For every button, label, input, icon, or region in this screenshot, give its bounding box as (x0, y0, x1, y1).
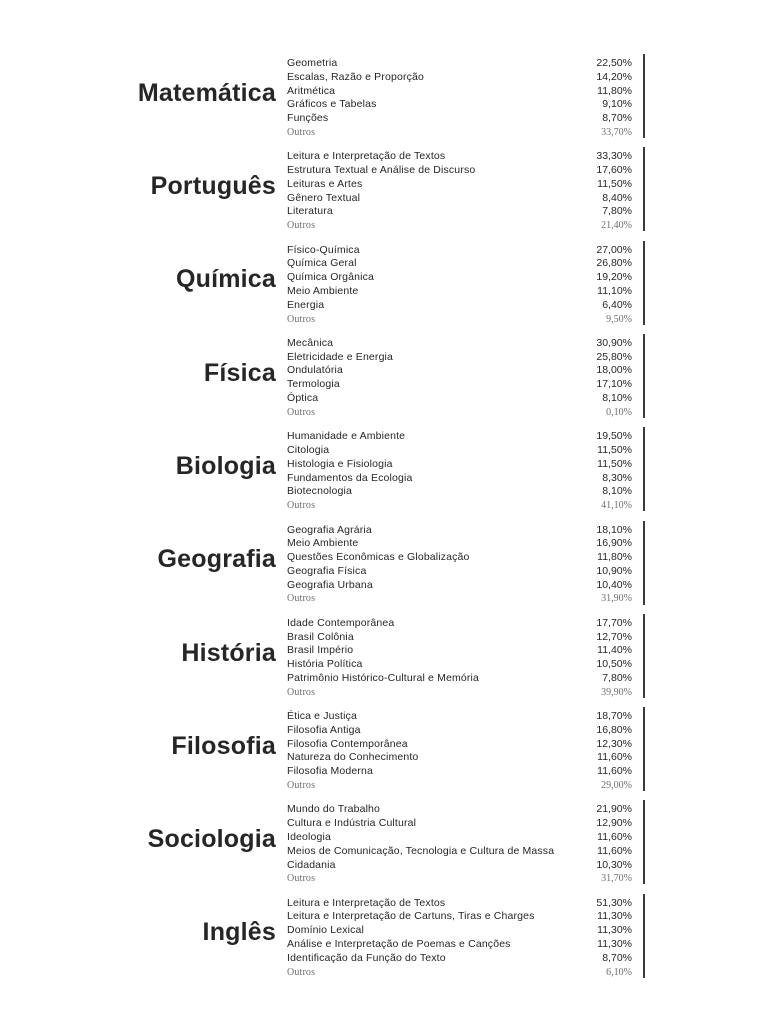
topic-percent: 8,30% (602, 471, 632, 484)
topic-row (287, 406, 632, 420)
subject-title: História (181, 638, 276, 667)
topic-list (287, 710, 632, 793)
topic-row (287, 924, 632, 938)
topic-row (287, 565, 632, 579)
topic-percent: 9,50% (606, 313, 632, 325)
topic-label: Humanidade e Ambiente (287, 430, 406, 443)
topic-percent: 11,50% (597, 443, 632, 456)
topic-row (287, 85, 632, 99)
topic-percent: 19,50% (596, 430, 632, 443)
topic-label: Óptica (287, 392, 319, 405)
topic-percent: 11,80% (597, 84, 632, 97)
right-divider (643, 241, 645, 325)
topic-percent: 31,90% (601, 593, 632, 605)
topic-percent: 33,70% (601, 126, 632, 138)
topic-row (287, 631, 632, 645)
topic-label: Meio Ambiente (287, 284, 359, 297)
topic-percent: 11,60% (597, 830, 632, 843)
topic-label: Histologia e Fisiologia (287, 457, 393, 470)
topic-percent: 17,70% (596, 616, 632, 629)
topic-percent: 9,10% (602, 98, 632, 111)
topic-label: Funções (287, 112, 329, 125)
topic-list (287, 244, 632, 327)
topic-label: Domínio Lexical (287, 924, 364, 937)
subject-block (0, 897, 768, 987)
topic-list (287, 524, 632, 607)
topic-percent: 11,50% (597, 177, 632, 190)
topic-label: Gráficos e Tabelas (287, 98, 377, 111)
topic-row (287, 938, 632, 952)
topic-row (287, 499, 632, 513)
topic-label: Outros (287, 873, 316, 885)
topic-label: Outros (287, 780, 316, 792)
topic-row (287, 765, 632, 779)
topic-list (287, 617, 632, 700)
topic-list (287, 57, 632, 140)
topic-label: Filosofia Moderna (287, 765, 374, 778)
topic-percent: 16,80% (596, 723, 632, 736)
topic-label: Patrimônio Histórico-Cultural e Memória (287, 671, 479, 684)
subject-block (0, 150, 768, 240)
topic-label: História Política (287, 658, 363, 671)
topic-list (287, 337, 632, 420)
topic-percent: 21,40% (601, 220, 632, 232)
topic-label: Gênero Textual (287, 191, 361, 204)
right-divider (643, 521, 645, 605)
topic-row (287, 710, 632, 724)
topic-row (287, 192, 632, 206)
topic-row (287, 617, 632, 631)
topic-row (287, 897, 632, 911)
topic-row (287, 724, 632, 738)
right-divider (643, 147, 645, 231)
topic-list (287, 897, 632, 980)
topic-row (287, 751, 632, 765)
topic-percent: 39,90% (601, 686, 632, 698)
topic-label: Termologia (287, 378, 340, 391)
topic-row (287, 910, 632, 924)
topic-row (287, 71, 632, 85)
right-divider (643, 427, 645, 511)
topic-row (287, 364, 632, 378)
topic-percent: 8,70% (602, 112, 632, 125)
subject-title: Filosofia (171, 731, 276, 760)
topic-percent: 33,30% (596, 150, 632, 163)
topic-label: Escalas, Razão e Proporção (287, 70, 424, 83)
topic-list (287, 803, 632, 886)
topic-percent: 18,70% (596, 710, 632, 723)
topic-percent: 11,60% (597, 844, 632, 857)
topic-label: Outros (287, 593, 316, 605)
topic-percent: 31,70% (601, 873, 632, 885)
topic-row (287, 524, 632, 538)
topic-percent: 18,10% (596, 523, 632, 536)
topic-percent: 17,10% (596, 378, 632, 391)
topic-row (287, 817, 632, 831)
topic-label: Filosofia Antiga (287, 723, 361, 736)
right-divider (643, 614, 645, 698)
topic-label: Físico-Química (287, 243, 360, 256)
topic-row (287, 378, 632, 392)
subject-title: Física (203, 358, 276, 387)
right-divider (643, 894, 645, 978)
subject-block (0, 524, 768, 614)
topic-row (287, 205, 632, 219)
topic-row (287, 244, 632, 258)
topic-percent: 11,30% (597, 938, 632, 951)
topic-label: Ideologia (287, 830, 331, 843)
topic-percent: 11,30% (597, 910, 632, 923)
topic-percent: 8,10% (602, 392, 632, 405)
topic-percent: 17,60% (596, 164, 632, 177)
topic-percent: 0,10% (606, 406, 632, 418)
topic-row (287, 150, 632, 164)
topic-label: Estrutura Textual e Análise de Discurso (287, 164, 476, 177)
topic-row (287, 803, 632, 817)
topic-row (287, 430, 632, 444)
topic-row (287, 351, 632, 365)
topic-row (287, 537, 632, 551)
subject-block (0, 430, 768, 520)
subject-block (0, 803, 768, 893)
topic-label: Geometria (287, 57, 338, 69)
topic-percent: 12,30% (596, 737, 632, 750)
subject-title: Inglês (202, 918, 276, 947)
topic-label: Eletricidade e Energia (287, 350, 394, 363)
topic-label: Literatura (287, 205, 333, 218)
topic-list (287, 150, 632, 233)
topic-row (287, 299, 632, 313)
topic-percent: 7,80% (602, 671, 632, 684)
right-divider (643, 707, 645, 791)
topic-label: Energia (287, 298, 325, 311)
topic-percent: 11,50% (597, 457, 632, 470)
topic-percent: 11,40% (597, 644, 632, 657)
topic-label: Cidadania (287, 858, 336, 871)
topic-percent: 51,30% (596, 896, 632, 909)
topic-row (287, 472, 632, 486)
topic-percent: 11,60% (597, 765, 632, 778)
topic-label: Leitura e Interpretação de Textos (287, 150, 446, 163)
topic-row (287, 672, 632, 686)
topic-row (287, 966, 632, 980)
topic-row (287, 126, 632, 140)
topic-percent: 10,30% (596, 858, 632, 871)
topic-percent: 18,00% (596, 364, 632, 377)
topic-label: Aritmética (287, 84, 336, 97)
right-divider (643, 54, 645, 138)
topic-label: Análise e Interpretação de Poemas e Canções (287, 938, 511, 951)
topic-row (287, 271, 632, 285)
topic-label: Geografia Física (287, 564, 367, 577)
topic-row (287, 285, 632, 299)
topic-percent: 10,50% (596, 658, 632, 671)
subject-block (0, 337, 768, 427)
topic-row (287, 686, 632, 700)
topic-list (287, 430, 632, 513)
topic-row (287, 644, 632, 658)
topic-percent: 14,20% (596, 70, 632, 83)
topic-label: Outros (287, 313, 316, 325)
topic-label: Mundo do Trabalho (287, 803, 381, 816)
topic-percent: 29,00% (601, 780, 632, 792)
topic-percent: 8,40% (602, 191, 632, 204)
topic-label: Mecânica (287, 336, 334, 349)
topic-row (287, 485, 632, 499)
topic-row (287, 57, 632, 71)
topic-percent: 11,60% (597, 751, 632, 764)
right-divider (643, 334, 645, 418)
topic-row (287, 738, 632, 752)
subject-title: Português (150, 172, 276, 201)
topic-percent: 11,10% (597, 284, 632, 297)
topic-label: Leitura e Interpretação de Cartuns, Tiras e Charges (287, 910, 535, 923)
subject-title: Sociologia (147, 825, 276, 854)
topic-percent: 12,90% (596, 817, 632, 830)
topic-row (287, 337, 632, 351)
topic-label: Meios de Comunicação, Tecnologia e Cultura de Massa (287, 844, 555, 857)
topic-percent: 27,00% (596, 243, 632, 256)
topic-row (287, 313, 632, 327)
topic-percent: 16,90% (596, 537, 632, 550)
topic-label: Identificação da Função do Texto (287, 951, 446, 964)
topic-label: Outros (287, 500, 316, 512)
topic-percent: 7,80% (602, 205, 632, 218)
topic-percent: 6,10% (606, 966, 632, 978)
topic-row (287, 178, 632, 192)
topic-label: Biotecnologia (287, 485, 352, 498)
topic-label: Meio Ambiente (287, 537, 359, 550)
topic-row (287, 112, 632, 126)
topic-label: Brasil Império (287, 644, 354, 657)
topic-row (287, 392, 632, 406)
topic-label: Outros (287, 126, 316, 138)
topic-label: Leituras e Artes (287, 177, 363, 190)
topic-percent: 22,50% (596, 57, 632, 69)
topic-label: Geografia Agrária (287, 523, 372, 536)
topic-percent: 10,90% (596, 564, 632, 577)
topic-row (287, 257, 632, 271)
subject-title: Química (175, 265, 276, 294)
topic-row (287, 952, 632, 966)
subject-title: Matemática (137, 78, 276, 107)
topic-row (287, 219, 632, 233)
topic-row (287, 551, 632, 565)
topic-label: Outros (287, 406, 316, 418)
right-divider (643, 800, 645, 884)
topic-row (287, 845, 632, 859)
subject-title: Geografia (157, 545, 276, 574)
topic-label: Química Orgânica (287, 271, 375, 284)
topic-label: Brasil Colônia (287, 630, 354, 643)
topic-label: Outros (287, 686, 316, 698)
topic-row (287, 444, 632, 458)
topic-percent: 19,20% (596, 271, 632, 284)
topic-label: Cultura e Indústria Cultural (287, 817, 417, 830)
topic-percent: 30,90% (596, 336, 632, 349)
topic-percent: 11,80% (597, 551, 632, 564)
topic-label: Ondulatória (287, 364, 343, 377)
subject-block (0, 617, 768, 707)
topic-row (287, 579, 632, 593)
topic-label: Outros (287, 966, 316, 978)
topic-label: Leitura e Interpretação de Textos (287, 896, 446, 909)
topic-percent: 8,10% (602, 485, 632, 498)
topic-label: Natureza do Conhecimento (287, 751, 419, 764)
subject-block (0, 710, 768, 800)
topic-row (287, 872, 632, 886)
topic-row (287, 592, 632, 606)
topic-row (287, 164, 632, 178)
topic-row (287, 859, 632, 873)
topic-percent: 21,90% (596, 803, 632, 816)
topic-label: Fundamentos da Ecologia (287, 471, 413, 484)
topic-percent: 41,10% (601, 500, 632, 512)
topic-row (287, 779, 632, 793)
subject-block (0, 57, 768, 147)
topic-label: Filosofia Contemporânea (287, 737, 408, 750)
topic-row (287, 98, 632, 112)
topic-percent: 8,70% (602, 951, 632, 964)
topic-label: Química Geral (287, 257, 357, 270)
topic-label: Citologia (287, 443, 330, 456)
subject-title: Biologia (175, 451, 276, 480)
topic-label: Idade Contemporânea (287, 616, 395, 629)
topic-percent: 10,40% (596, 578, 632, 591)
topic-percent: 6,40% (602, 298, 632, 311)
topic-percent: 12,70% (596, 630, 632, 643)
topic-row (287, 658, 632, 672)
topic-row (287, 458, 632, 472)
topic-label: Outros (287, 220, 316, 232)
topic-label: Ética e Justiça (287, 710, 357, 723)
topic-row (287, 831, 632, 845)
topic-percent: 11,30% (597, 924, 632, 937)
topic-label: Questões Econômicas e Globalização (287, 551, 470, 564)
subject-block (0, 244, 768, 334)
topic-percent: 26,80% (596, 257, 632, 270)
topic-percent: 25,80% (596, 350, 632, 363)
topic-label: Geografia Urbana (287, 578, 373, 591)
